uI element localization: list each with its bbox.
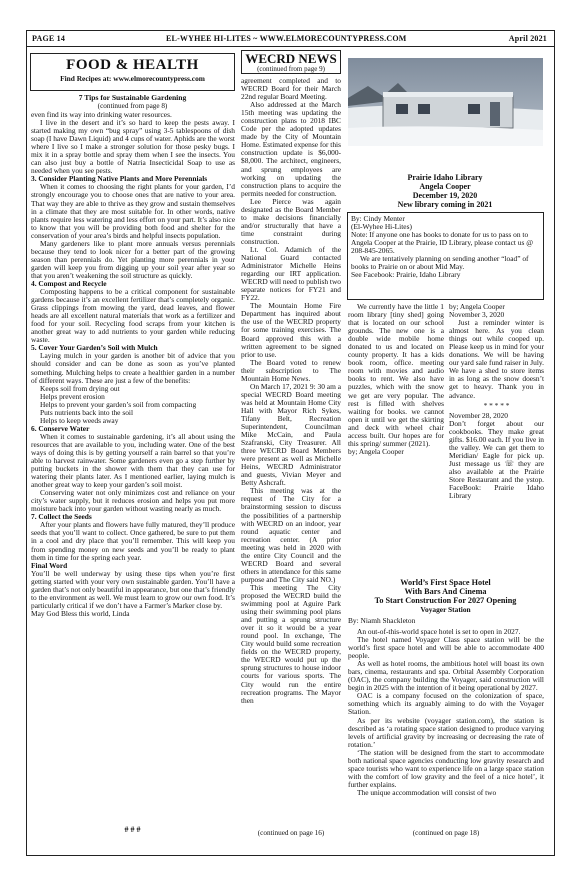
paragraph: Lt. Col. Adamich of the National Guard contacted Administrator Michelle Heins regarding our IRT application. WECRD will need to publish two separate notices for FY21 and FY22. bbox=[241, 244, 341, 303]
paragraph: Composting happens to be a critical component for sustainable gardens because it’s an excellent fertilizer that’s completely organic. Grass clippings from mowing the yard, dead leaves, and flower heads are all excellent natural materials that work as a fertilizer and food for your soil. Recycling food scraps from your kitchen is another great way to add nutrients to your garden while reducing waste. bbox=[31, 287, 235, 345]
wecrd-banner bbox=[241, 50, 341, 74]
wecrd-continued-to: (continued on page 16) bbox=[257, 829, 325, 837]
bullet-item: Helps to prevent your garden’s soil from compacting bbox=[40, 399, 197, 409]
wecrd-title: WECRD NEWS bbox=[245, 51, 337, 66]
note: Note: If anyone one has books to donate for us to pass on to Angela Cooper at the Prairie, ID Library, please contact us @ 208-845-2065. bbox=[351, 230, 533, 256]
paragraph: We currently have the little 1 room library [tiny shed] going that is located on our school grounds. The new one is a double wide mobile home donated to us and located on county property. It has a kids book room, office. meeting room with movies and audio books to rent. We also have puzzles, which with the snow we get are very popular. The rest is filled with shelves waiting for books. we cannot open it until we get the skirting and deck with wheel chair access built. Our hopes are for this spring/ summer (2021). bbox=[348, 303, 444, 448]
paragraph: The Board voted to renew their subscription to The Mountain Home News. bbox=[241, 357, 341, 383]
gardening-continued-from: (continued from page 8) bbox=[97, 102, 168, 110]
end-mark: # # # bbox=[124, 825, 141, 834]
library-photo bbox=[348, 58, 543, 146]
page-number: PAGE 14 bbox=[32, 34, 66, 43]
note: We are tentatively planning on sending another “load” of books to Prairie on or about Mid May. bbox=[351, 254, 529, 272]
headline-line: To Start Construction For 2027 Opening bbox=[374, 596, 517, 605]
paragraph: Many gardeners like to plant more annuals versus perennials because they tend to look nicer for a better part of the growing season than perennials do. Yet planting more perennials in your garden will keep you from digging up your soil year after year so that you aren’t weakening the soil structure as quickly. bbox=[31, 238, 235, 280]
bullet-item: Puts nutrients back into the soil bbox=[40, 407, 133, 417]
paragraph: agreement completed and to WECRD Board for their March 22nd regular Board Meeting. bbox=[241, 77, 341, 102]
paragraph: even find its way into drinking water resources. bbox=[31, 111, 172, 119]
bullet-item: Helps prevent erosion bbox=[40, 391, 105, 401]
paragraph: After your plants and flowers have fully matured, they’ll produce seeds that you’ll want to collect. Once gathered, be sure to put them in a cool and dry place that you’ll remember. This will keep you from spending money on new seeds and you’ll be ready to plant them in time for the spring each year. bbox=[31, 520, 235, 562]
dateline: November 3, 2020 bbox=[449, 310, 505, 320]
signoff: May God Bless this world, Linda bbox=[31, 608, 130, 618]
space-hotel-article bbox=[348, 628, 544, 828]
paragraph: I live in the desert and it’s so hard to keep the pests away. I started making my own “bug spray” using 3-5 tablespoons of dish soap (I have Dawn Liquid) and 4 cups of water. Aphids are the worst where I live so I make a stronger solution for those pesky bugs. I mix it in a spray bottle and spray them when I see the insects. You can also just buy a bottle of Natria Insecticidal Soap to use as needed when you see pests. bbox=[31, 118, 235, 176]
paragraph: Conserving water not only minimizes cost and reliance on your city’s water supply, but it reduces erosion and helps you put more moisture back into your garden without wasting nearly as much. bbox=[31, 488, 235, 514]
paragraph: Laying mulch in your garden is another bit of advice that you should consider and can be done as soon as you’ve planted something. Mulching helps to create a healthier garden in a number of different ways. These are just a few of the benefits: bbox=[31, 351, 235, 385]
wecrd-continued-from: (continued from page 9) bbox=[257, 65, 325, 73]
library-name: Prairie Idaho Library bbox=[407, 173, 483, 182]
space-byline: By: Niamh Shackleton bbox=[348, 616, 416, 625]
section-heading: 7. Collect the Seeds bbox=[31, 512, 92, 522]
space-subtitle: Voyager Station bbox=[420, 605, 471, 614]
library-right-column bbox=[449, 303, 544, 563]
issue-date: April 2021 bbox=[508, 34, 547, 43]
paragraph: The unique accommodation will consist of two bbox=[357, 787, 497, 797]
paragraph: An out-of-this-world space hotel is set to open in 2027. bbox=[357, 628, 521, 636]
library-note-box bbox=[347, 212, 544, 300]
masthead: EL-WYHEE HI-LITES ~ WWW.ELMORECOUNTYPRESS.COM bbox=[166, 34, 407, 43]
paragraph: You’ll be well underway by using these tips when you’re first getting started with your very own sustainable garden. You’ll have a garden that’s not only beautiful in appearance, but one that’s friendly to the environment as well. We must learn to grow our own food. It’s particularly critical if we don’t have a Farmer’s Marker close by. bbox=[31, 568, 235, 610]
paragraph: When it comes to choosing the right plants for your garden, I’d strongly encourage you to choose ones that are native to your area. That way they are able to thrive as they grow and sustain themselves in a climate that they are most suitable for. In other words, native plants require less watering and less effort on your part. It’s also nice to know that you will be providing both food and shelter for the conservation of your area’s birds and helpful insects population. bbox=[31, 182, 235, 240]
section-heading: Final Word bbox=[31, 560, 68, 570]
gardening-title: 7 Tips for Sustainable Gardening bbox=[78, 93, 187, 102]
wecrd-article bbox=[241, 77, 341, 829]
section-heading: 6. Conserve Water bbox=[31, 423, 90, 433]
paragraph: On March 17, 2021 9: 30 am a special WECRD Board meeting was held at Mountain Home City Hall with Mayor Rich Sykes, Tifany Belt, Recreation Superintendent, Councilman Mike McCain, and Paula Szafranski, City Treasurer. All three WECRD Board Members were present as well as Michelle Heins, WECRD Administrator and guests, Vivian Meyer and Betty Ashcraft. bbox=[241, 381, 341, 488]
food-health-banner bbox=[30, 53, 235, 91]
section-heading: 5. Cover Your Garden’s Soil with Mulch bbox=[31, 343, 158, 353]
paragraph: Just a reminder winter is almost here. As you clean things out while cooped up. Please keep us in mind for your donations. We will be having our yard sale fund raiser in July. We have a shed to store items in as long as the snow doesn’t get to heavy. Thank you in advance. bbox=[449, 318, 544, 400]
paragraph: This meeting was at the request of The City for a brainstorming session to discuss the possibilities of a partnership with WECRD on an indoor, year round aquatic center and recreation center. (A prior meeting was held in 2020 with the entire City Council and the WECRD Board and several others in attendance for this same purpose and The City said NO.) bbox=[241, 486, 341, 584]
byline: By: Cindy Menter bbox=[351, 214, 405, 223]
note: See Facebook: Prairie, Idaho Library bbox=[351, 270, 461, 280]
gardening-article bbox=[31, 111, 235, 811]
paragraph: The Mountain Home Fire Department has inquired about the use of the WECRD property for some training exercises. The Board approved this with a written agreement to be signed prior to use. bbox=[241, 301, 341, 359]
library-author: Angela Cooper bbox=[419, 182, 471, 191]
paragraph: ‘The station will be designed from the start to accommodate both national space agencies conducting low gravity research and space tourists who want to experience life on a large space station with the comfort of low gravity and the feel of a nice hotel’, it further explains. bbox=[348, 747, 544, 789]
paragraph: Also addressed at the March 15th meeting was updating the construction plans to 2018 IBC Code per the adopted updates made by the City of Mountain Home. Estimated expense for this construction update is $6,000- $8,000. The architect, engineers, and sprung employees are working on updating the construction plans to acquire the permits needed for construction. bbox=[241, 100, 341, 198]
bullet-item: Helps to keep weeds away bbox=[40, 415, 119, 425]
dateline: November 28, 2020 bbox=[449, 410, 508, 420]
paragraph: The hotel named Voyager Class space station will be the world’s first space hotel and will be able to accommodate 400 people. bbox=[348, 635, 544, 661]
section-heading: 3. Consider Planting Native Plants and More Perennials bbox=[31, 174, 208, 184]
library-title bbox=[347, 173, 543, 209]
paragraph: OAC is a company focused on the colonization of space, something which its arguably aiming to do with the Voyager Station. bbox=[348, 691, 544, 717]
section-heading: 4. Compost and Recycle bbox=[31, 278, 107, 288]
paragraph: As well as hotel rooms, the ambitious hotel will boast its own bars, cinema, restaurants and spa. Orbital Assembly Corporation (OAC), the company building the Voyager, said construction will begin in 2025 with the intention of it being operational by 2027. bbox=[348, 659, 544, 693]
paragraph: As per its website (voyager station.com), the station is described as ‘a rotating space station designed to produce varying levels of artificial gravity by increasing or decreasing the rate of rotation.’ bbox=[348, 715, 544, 749]
byline-source: (El-Wyhee Hi-Lites) bbox=[351, 222, 412, 232]
bullet-item: Keeps soil from drying out bbox=[40, 383, 120, 393]
headline-line: World’s First Space Hotel bbox=[400, 578, 491, 587]
paragraph: This meeting The City proposed the WECRD build the swimming pool at Aguire Park using their swimming pool plans and putting a sprung structure over it so it would be a year round pool. In exchange, The City would build some recreation fields on the WECRD property, the WECRD would put up the sprung structures to house indoor courts for various sports. The City would run the entire recreation programs. The Mayor then bbox=[241, 582, 341, 705]
library-left-column bbox=[348, 303, 444, 563]
space-continued-to: (continued on page 18) bbox=[412, 829, 480, 837]
food-health-subtitle: Find Recipes at: www.elmorecountypress.com bbox=[60, 74, 205, 83]
library-date: December 19, 2020 bbox=[412, 191, 478, 200]
food-health-title: FOOD & HEALTH bbox=[66, 57, 199, 73]
separator-stars: * * * * * bbox=[483, 400, 510, 410]
paragraph: When it comes to sustainable gardening, it’s all about using the resources that are available to you, including water. One of the best ways of doing this is by getting yourself a rain barrel so that you’re able to harvest rainwater. Some gardeners even go a step further by putting buckets in the shower with them that they can use for watering their plants later. As I mentioned earlier, laying mulch is another great way to keep your garden’s soil moist. bbox=[31, 431, 235, 490]
paragraph: Lee Pierce was again designated as the Board Member to make decisions financially and/or structurally that have a time constraint during construction. bbox=[241, 196, 341, 246]
header-rule bbox=[26, 46, 555, 47]
byline: by; Angela Cooper bbox=[449, 303, 505, 311]
byline: by; Angela Cooper bbox=[348, 446, 404, 456]
mobile-home-photo bbox=[348, 58, 543, 146]
space-hotel-title bbox=[347, 578, 544, 614]
headline-line: With Bars And Cinema bbox=[404, 587, 487, 596]
paragraph: Don’t forget about our cookbooks. They make great gifts. $16.00 each. If you live in the valley. We can get them to Meridian/ Eagle for pick up. Just message us ☏ they are also available at the Prairie Store Restaurant and the ystop. FaceBook: Prairie Idaho Library bbox=[449, 418, 544, 501]
page-header bbox=[30, 32, 551, 46]
library-headline: New library coming in 2021 bbox=[397, 200, 493, 209]
